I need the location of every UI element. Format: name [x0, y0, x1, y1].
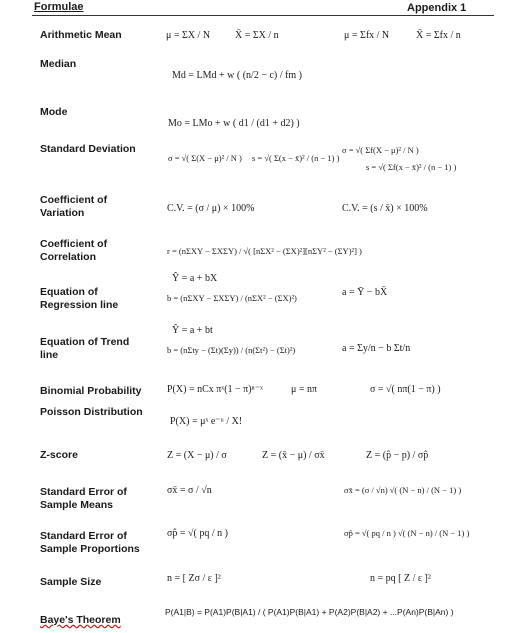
formula-se-mean-infinite: σx̄ = σ / √n — [167, 485, 212, 496]
formula-sample-sd: s = √( Σ(x − x̄)² / (n − 1) ) — [252, 153, 340, 163]
formula-population-sd: σ = √( Σ(X − μ)² / N ) — [168, 153, 242, 163]
formula-regression-slope: b = (nΣXY − ΣXΣY) / (nΣX² − (ΣX)²) — [167, 293, 297, 303]
formula-se-mean-finite: σx̄ = (σ / √n) √( (N − n) / (N − 1) ) — [344, 485, 462, 495]
formula-grouped-sample-mean: X̄ = Σfx / n — [416, 30, 461, 41]
formula-se-proportion-infinite: σp̂ = √( pq / n ) — [167, 528, 228, 539]
label-z-score: Z-score — [40, 449, 78, 461]
formula-trend-equation: Ŷ = a + bt — [172, 325, 213, 336]
label-trend-line: Equation of Trend line — [40, 336, 130, 361]
appendix-label: Appendix 1 — [407, 2, 467, 14]
formula-binomial: P(X) = nCx πˣ(1 − π)ⁿ⁻ˣ — [167, 384, 263, 395]
label-arithmetic-mean: Arithmetic Mean — [40, 29, 122, 41]
formula-bayes-theorem: P(A1|B) = P(A1)P(B|A1) / ( P(A1)P(B|A1) + P(A2)P(B|A2) + ...P(An)P(B|An) ) — [165, 607, 454, 617]
label-sample-size: Sample Size — [40, 576, 102, 588]
formula-trend-intercept: a = Σy/n − b Σt/n — [342, 343, 411, 354]
formula-binomial-sd: σ = √( nπ(1 − π) ) — [370, 384, 441, 395]
formula-z-score: Z = (X − μ) / σ — [167, 450, 227, 461]
header-rule — [32, 15, 494, 16]
formula-cv-population: C.V. = (σ / μ) × 100% — [167, 203, 255, 214]
label-mode: Mode — [40, 106, 68, 118]
formula-binomial-mean: μ = nπ — [291, 384, 318, 395]
label-poisson-distribution: Poisson Distribution — [40, 406, 143, 418]
formula-grouped-population-sd: σ = √( Σf(X − μ)² / N ) — [342, 145, 419, 155]
formula-sample-mean: X̄ = ΣX / n — [235, 30, 279, 41]
label-se-sample-means: Standard Error of Sample Means — [40, 486, 127, 511]
formula-z-proportion: Z = (p̂ − p) / σp̂ — [366, 450, 429, 461]
formula-regression-intercept: a = Ȳ − bX̄ — [342, 287, 388, 298]
formula-z-sample-mean: Z = (x̄ − μ) / σx̄ — [262, 450, 325, 461]
formula-mode: Mo = LMo + w ( d1 / (d1 + d2) ) — [168, 118, 300, 129]
formula-regression-equation: Ŷ = a + bX — [172, 273, 218, 284]
formula-grouped-population-mean: μ = Σfx / N — [344, 30, 390, 41]
formula-cv-sample: C.V. = (s / x̄) × 100% — [342, 203, 428, 214]
formula-poisson: P(X) = μˣ e⁻ᵘ / X! — [170, 416, 243, 427]
label-standard-deviation: Standard Deviation — [40, 143, 136, 155]
formula-sample-size-mean: n = [ Zσ / ε ]² — [167, 573, 221, 584]
label-coefficient-of-correlation: Coefficient of Correlation — [40, 238, 108, 263]
formula-population-mean: μ = ΣX / N — [166, 30, 211, 41]
formula-trend-slope: b = (nΣty − (Σt)(Σy)) / (n(Σt²) − (Σt)²) — [167, 345, 296, 355]
label-bayes-theorem: Baye's Theorem — [40, 614, 121, 626]
label-coefficient-of-variation: Coefficient of Variation — [40, 194, 108, 219]
page-title: Formulae — [34, 1, 84, 13]
formula-se-proportion-finite: σp̂ = √( pq / n ) √( (N − n) / (N − 1) ) — [344, 528, 470, 538]
formula-grouped-sample-sd: s = √( Σf(x − x̄)² / (n − 1) ) — [366, 162, 457, 172]
label-median: Median — [40, 58, 77, 70]
formula-sample-size-proportion: n = pq [ Z / ε ]² — [370, 573, 431, 584]
formula-median: Md = LMd + w ( (n/2 − c) / fm ) — [172, 70, 302, 81]
label-regression-line: Equation of Regression line — [40, 286, 119, 311]
label-se-sample-proportions: Standard Error of Sample Proportions — [40, 530, 140, 555]
label-binomial-probability: Binomial Probability — [40, 385, 142, 397]
formula-correlation: r = (nΣXY − ΣXΣY) / √( [nΣX² − (ΣX)²][nΣY² − (ΣY)²] ) — [167, 246, 362, 256]
